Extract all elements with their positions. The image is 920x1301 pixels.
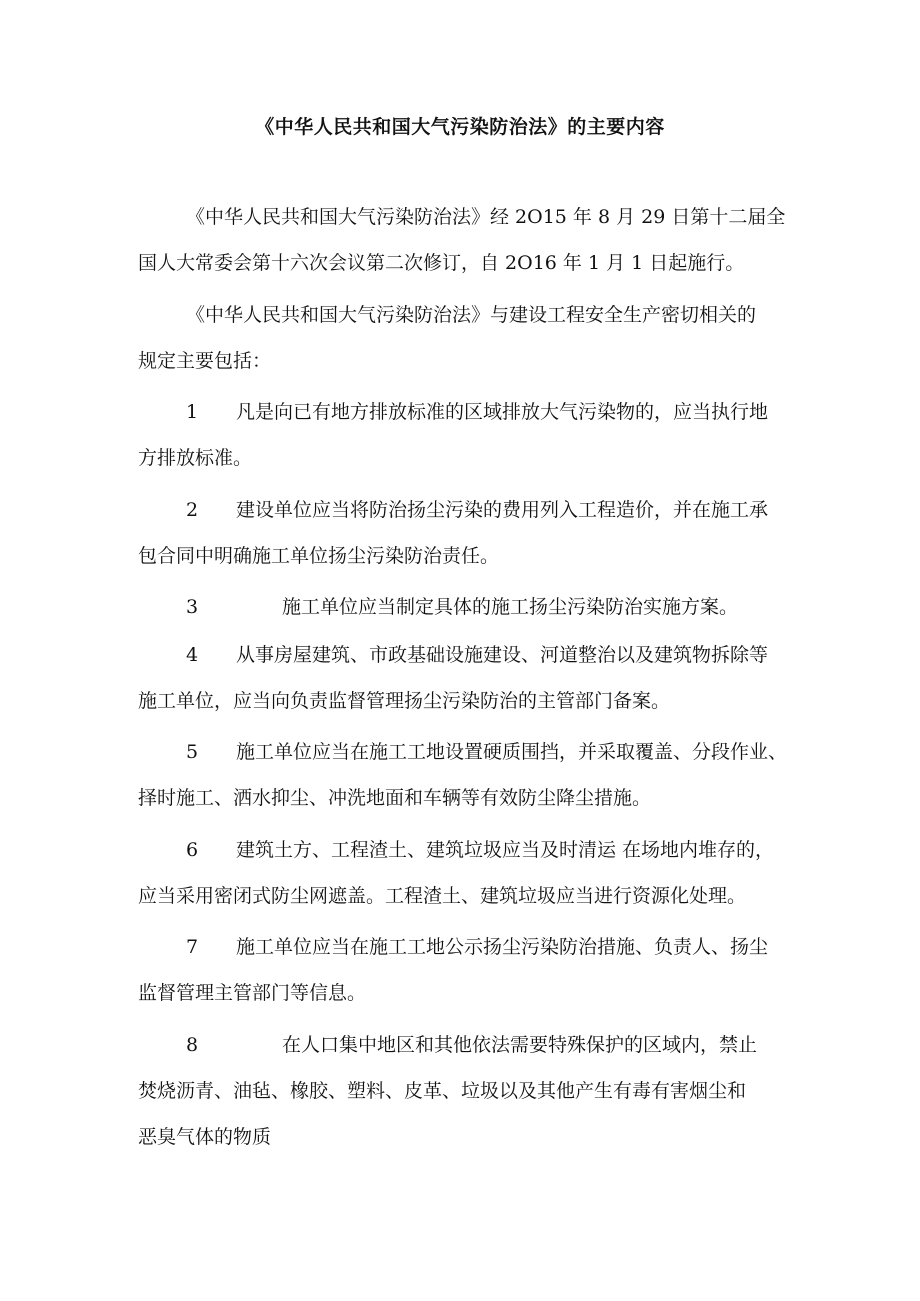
list-item [138,827,798,919]
paragraph-line: 5 施工单位应当在施工工地设置硬质围挡，并采取覆盖、分段作业、 [138,729,798,775]
item-number: 1 [186,401,199,423]
paragraph-line: 包合同中明确施工单位扬尘污染防治责任。 [138,545,500,567]
item-number: 2 [186,499,199,521]
list-item [138,584,798,630]
item-number: 8 [186,1034,199,1056]
item-number: 7 [186,936,199,958]
paragraph-line: 3 施工单位应当制定具体的施工扬尘污染防治实施方案。 [138,584,798,630]
list-item [138,1022,798,1160]
paragraph-line: 4 从事房屋建筑、市政基础设施建设、河道整治以及建筑物拆除等 [138,632,798,678]
item-number: 5 [186,741,199,763]
paragraph-line: 应当采用密闭式防尘网遮盖。工程渣土、建筑垃圾应当进行资源化处理。 [138,885,747,907]
list-item [138,632,798,724]
paragraph-line: 2 建设单位应当将防治扬尘污染的费用列入工程造价，并在施工承 [138,487,798,533]
paragraph-line: 焚烧沥青、油毡、橡胶、塑料、皮革、垃圾以及其他产生有毒有害烟尘和 [138,1080,747,1102]
paragraph-line: 规定主要包括： [138,350,272,372]
paragraph-line: 监督管理主管部门等信息。 [138,982,367,1004]
paragraph-line: 施工单位，应当向负责监督管理扬尘污染防治的主管部门备案。 [138,690,671,712]
paragraph-line: 恶臭气体的物质 [138,1126,272,1148]
list-item [138,729,798,821]
paragraph-line: 《中华人民共和国大气污染防治法》与建设工程安全生产密切相关的 [186,304,757,326]
list-item [138,389,798,481]
page-title: 《中华人民共和国大气污染防治法》的主要内容 [255,116,665,138]
item-number: 4 [186,644,199,666]
paragraph-line: 8 在人口集中地区和其他依法需要特殊保护的区域内，禁止 [138,1022,798,1068]
paragraph-line: 6 建筑土方、工程渣土、建筑垃圾应当及时清运 在场地内堆存的， [138,827,798,873]
item-number: 3 [186,596,199,618]
intro-paragraph [138,292,798,384]
list-item [138,487,798,579]
list-item [138,924,798,1016]
paragraph-line: 择时施工、洒水抑尘、冲洗地面和车辆等有效防尘降尘措施。 [138,787,652,809]
paragraph-line: 国人大常委会第十六次会议第二次修订，自 2O16 年 1 月 1 日起施行。 [138,252,745,274]
paragraph-line: 方排放标准。 [138,447,253,469]
item-number: 6 [186,839,199,861]
paragraph-line: 1 凡是向已有地方排放标准的区域排放大气污染物的，应当执行地 [138,389,798,435]
paragraph-line: 7 施工单位应当在施工工地公示扬尘污染防治措施、负责人、扬尘 [138,924,798,970]
intro-paragraph [138,194,798,286]
paragraph-line: 《中华人民共和国大气污染防治法》经 2O15 年 8 月 29 日第十二届全 [186,206,786,228]
